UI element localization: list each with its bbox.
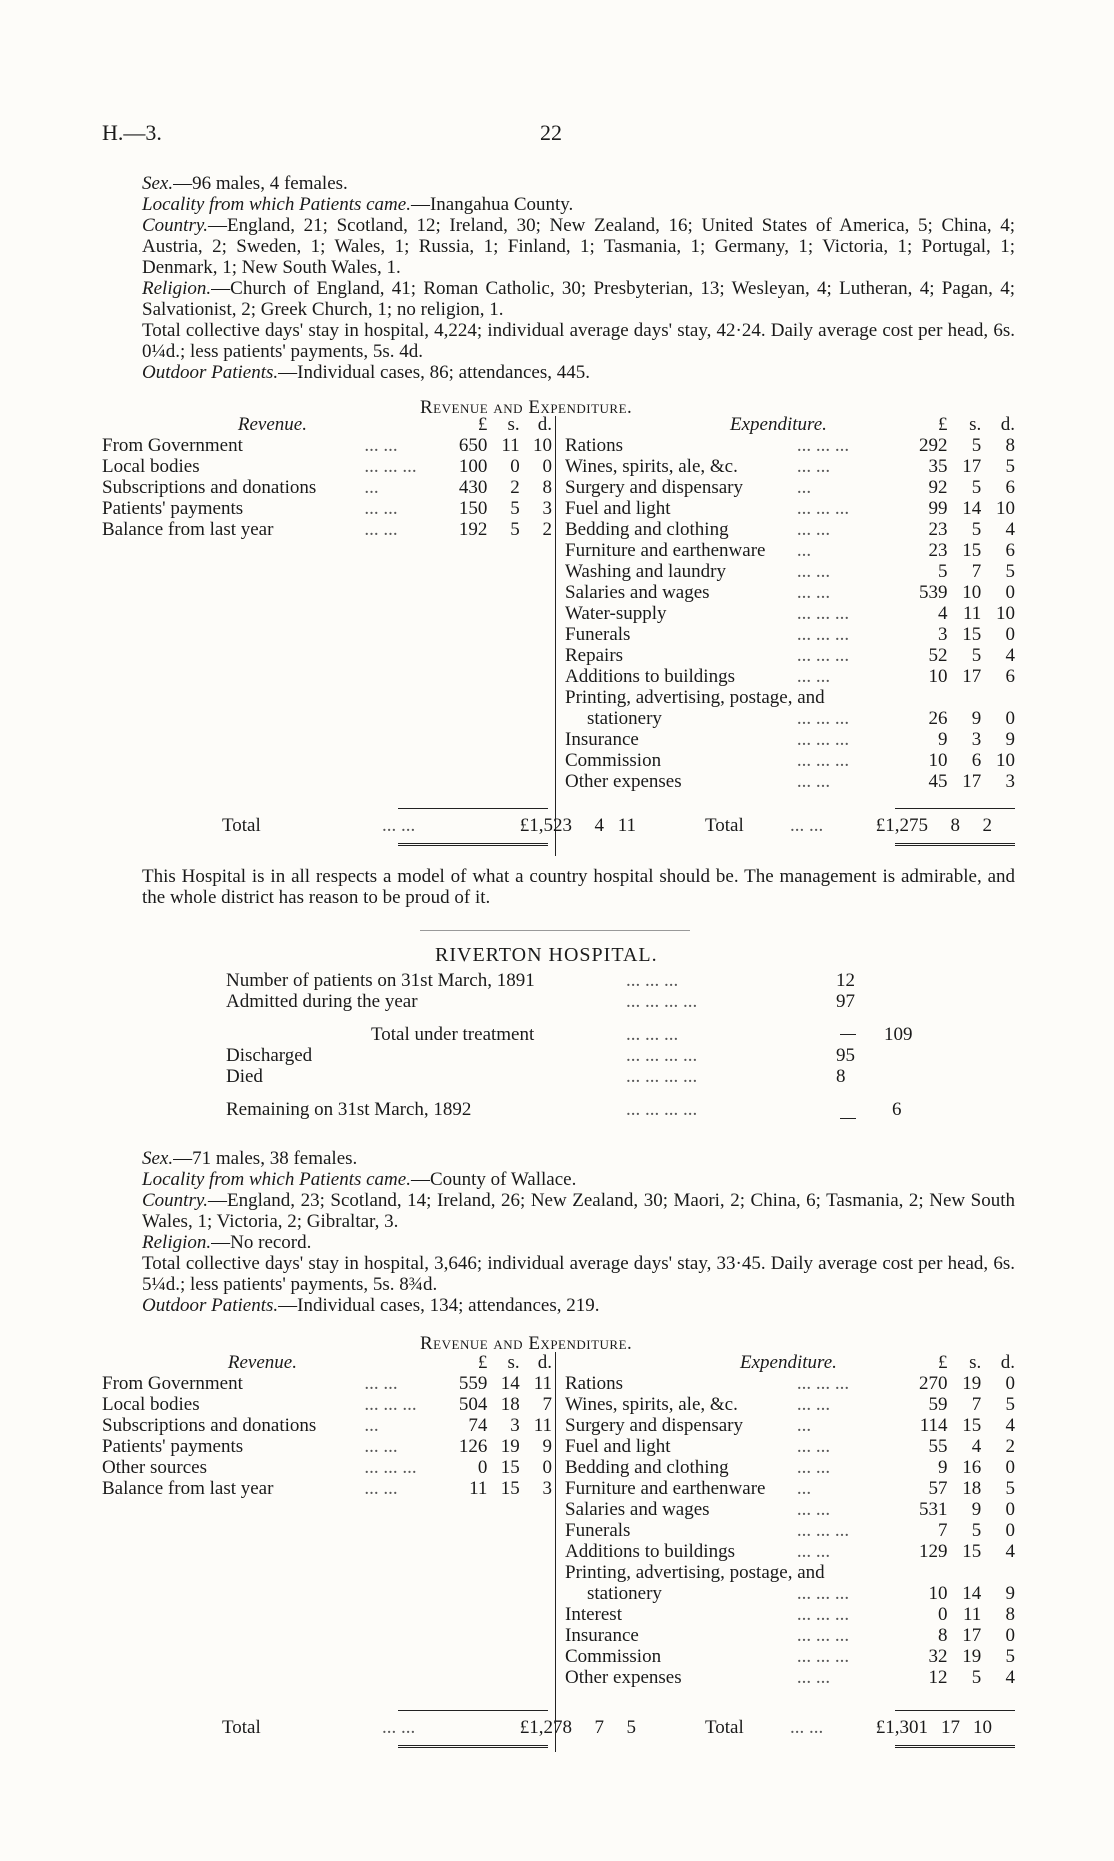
table-title: Revenue and Expenditure. — [420, 397, 633, 418]
table-row: Patients' payments ... ... 126 19 9 — [102, 1436, 552, 1457]
revenue-total-pounds: £1,523 — [519, 815, 572, 836]
table-row: Surgery and dispensary ... 114 15 4 — [565, 1415, 1015, 1436]
total-double-rule — [895, 843, 1015, 846]
revenue-table — [102, 1352, 552, 1499]
locality-text: —Inangahua County. — [410, 194, 574, 215]
page-ref: H.—3. — [102, 120, 162, 145]
expenditure-total-shillings: 17 — [941, 1717, 960, 1738]
expenditure-total-row — [565, 815, 992, 836]
revenue-total-row — [102, 1717, 636, 1738]
sex-text: —96 males, 4 females. — [173, 173, 348, 194]
table-row: Printing, advertising, postage, and — [565, 1562, 825, 1583]
revenue-total-label: Total — [222, 815, 261, 836]
outdoor-text: —Individual cases, 134; attendances, 219. — [278, 1295, 600, 1316]
total-dots: ... ... — [382, 1717, 416, 1738]
expenditure-total-pounds: £1,301 — [875, 1717, 928, 1738]
outdoor-text: —Individual cases, 86; attendances, 445. — [278, 362, 591, 383]
table-row: Additions to buildings ... ... 129 15 4 — [565, 1541, 1015, 1562]
country-text: —England, 21; Scotland, 12; Ireland, 30; New Zealand, 16; United States of America, 5; China, 4; Austria, 2; Sweden, 1; Wales, 1; Russia, 1; Finland, 1; Tasmania, 1; Germany, 1; Victoria, 1; Portugal, 1; Denmark, 1; New South Wales, 1. — [142, 215, 1015, 278]
col-pound: £ — [477, 1352, 488, 1373]
col-shilling: s. — [507, 1352, 520, 1373]
stat-row: Died ... ... ... ... 8 — [226, 1066, 846, 1087]
hospital-title: RIVERTON HOSPITAL. — [435, 944, 658, 966]
expenditure-total-pounds: £1,275 — [875, 815, 928, 836]
total-rule — [398, 808, 548, 809]
total-double-rule — [895, 1745, 1015, 1748]
revenue-total-row — [102, 815, 636, 836]
revenue-block — [102, 1352, 552, 1499]
total-rule — [398, 1710, 548, 1711]
expenditure-total-label: Total — [705, 815, 744, 836]
table-row: Washing and laundry ... ... 5 7 5 — [565, 561, 1015, 582]
country-label: Country. — [142, 215, 208, 236]
total-rule — [895, 1710, 1015, 1711]
table-row: Surgery and dispensary ... 92 5 6 — [565, 477, 1015, 498]
col-shilling: s. — [969, 414, 982, 435]
table-row: Subscriptions and donations ... 74 3 11 — [102, 1415, 552, 1436]
table-row: Furniture and earthenware ... 57 18 5 — [565, 1478, 1015, 1499]
religion-text: —No record. — [211, 1232, 312, 1253]
locality-text: —County of Wallace. — [410, 1169, 577, 1190]
col-pound: £ — [938, 1352, 948, 1373]
revenue-heading: Revenue. — [237, 414, 307, 435]
total-rule — [895, 808, 1015, 809]
table-row: Interest ... ... ... 0 11 8 — [565, 1604, 1015, 1625]
religion-label: Religion. — [142, 1232, 212, 1253]
table-row: Insurance ... ... ... 8 17 0 — [565, 1625, 1015, 1646]
stat-row: Admitted during the year ... ... ... ... 97 — [226, 991, 855, 1012]
table-row: Salaries and wages ... ... 531 9 0 — [565, 1499, 1015, 1520]
remark-text: This Hospital is in all respects a model of what a country hospital should be. The management is admirable, and the whole district has reason to be proud of it. — [142, 866, 1015, 908]
revenue-total-pounds: £1,278 — [519, 1717, 572, 1738]
table-row: Bedding and clothing ... ... 23 5 4 — [565, 519, 1015, 540]
total-dots: ... ... — [382, 815, 416, 836]
revenue-total-label: Total — [222, 1717, 261, 1738]
first-hospital-notes — [102, 173, 1015, 383]
page-number: 22 — [540, 120, 562, 145]
country-text: —England, 23; Scotland, 14; Ireland, 26; New Zealand, 30; Maori, 2; China, 6; Tasmania, 2; New South Wales, 1; Victoria, 2; Gibraltar, 3. — [142, 1190, 1015, 1232]
revenue-total-pence: 11 — [617, 815, 636, 836]
col-pence: d. — [1000, 1352, 1015, 1373]
table-row: Subscriptions and donations ... 430 2 8 — [102, 477, 552, 498]
remark — [102, 866, 1015, 908]
sex-label: Sex. — [142, 173, 174, 194]
table-row: Repairs ... ... ... 52 5 4 — [565, 645, 1015, 666]
col-pound: £ — [477, 414, 488, 435]
stay-text: Total collective days' stay in hospital, 4,224; individual average days' stay, 42·24. Daily average cost per head, 6s. 0¼d.; less patients' payments, 5s. 4d. — [142, 320, 1015, 362]
table-row: Wines, spirits, ale, &c. ... ... 59 7 5 — [565, 1394, 1015, 1415]
religion-text: —Church of England, 41; Roman Catholic, 30; Presbyterian, 13; Wesleyan, 4; Lutheran, 4; Pagan, 4; Salvationist, 2; Greek Church, 1; no religion, 1. — [142, 278, 1015, 320]
table-row: Other expenses ... ... 12 5 4 — [565, 1667, 1015, 1688]
religion-label: Religion. — [142, 278, 212, 299]
col-pence: d. — [537, 414, 552, 435]
table-row: Local bodies ... ... ... 100 0 0 — [102, 456, 552, 477]
table-row: Balance from last year ... ... 11 15 3 — [102, 1478, 552, 1499]
locality-label: Locality from which Patients came. — [142, 194, 411, 215]
table-row: Patients' payments ... ... 150 5 3 — [102, 498, 552, 519]
table-divider — [555, 1352, 556, 1752]
table-row: Commission ... ... ... 32 19 5 — [565, 1646, 1015, 1667]
stat-row: Discharged ... ... ... ... 95 — [226, 1045, 855, 1066]
expenditure-table — [565, 414, 1015, 792]
expenditure-heading: Expenditure. — [740, 1352, 837, 1373]
table-row: Furniture and earthenware ... 23 15 6 — [565, 540, 1015, 561]
table-row: Printing, advertising, postage, and — [565, 687, 825, 708]
riverton-notes — [102, 1148, 1015, 1316]
table-row: stationery ... ... ... 10 14 9 — [587, 1583, 1015, 1604]
table-row: Rations ... ... ... 270 19 0 — [565, 1373, 1015, 1394]
table-row: Other sources ... ... ... 0 15 0 — [102, 1457, 552, 1478]
expenditure-table — [565, 1352, 1015, 1688]
col-shilling: s. — [969, 1352, 982, 1373]
table-row: Water-supply ... ... ... 4 11 10 — [565, 603, 1015, 624]
expenditure-total-label: Total — [705, 1717, 744, 1738]
table-row: Fuel and light ... ... ... 99 14 10 — [565, 498, 1015, 519]
col-pound: £ — [938, 414, 948, 435]
outdoor-label: Outdoor Patients. — [142, 1295, 279, 1316]
total-double-rule — [398, 1745, 548, 1748]
col-pence: d. — [1000, 414, 1015, 435]
revenue-table — [102, 414, 552, 540]
section-separator — [420, 930, 690, 931]
table-divider — [555, 416, 556, 856]
col-pence: d. — [537, 1352, 552, 1373]
table-row: Additions to buildings ... ... 10 17 6 — [565, 666, 1015, 687]
table-row: Funerals ... ... ... 7 5 0 — [565, 1520, 1015, 1541]
table-row: Local bodies ... ... ... 504 18 7 — [102, 1394, 552, 1415]
expenditure-total-pence: 10 — [973, 1717, 992, 1738]
country-label: Country. — [142, 1190, 208, 1211]
total-double-rule — [398, 843, 548, 846]
expenditure-heading: Expenditure. — [730, 414, 827, 435]
revenue-total-pence: 5 — [626, 1717, 636, 1738]
expenditure-total-row — [565, 1717, 992, 1738]
expenditure-total-pence: 2 — [982, 815, 992, 836]
table-row: From Government ... ... 650 11 10 — [102, 435, 552, 456]
table-row: Insurance ... ... ... 9 3 9 — [565, 729, 1015, 750]
table-row: Fuel and light ... ... 55 4 2 — [565, 1436, 1015, 1457]
table-row: From Government ... ... 559 14 11 — [102, 1373, 552, 1394]
stat-rule — [840, 1034, 856, 1035]
table-row: Bedding and clothing ... ... 9 16 0 — [565, 1457, 1015, 1478]
table-row: Funerals ... ... ... 3 15 0 — [565, 624, 1015, 645]
revenue-heading: Revenue. — [227, 1352, 297, 1373]
stat-rule — [840, 1118, 856, 1119]
table-row: Salaries and wages ... ... 539 10 0 — [565, 582, 1015, 603]
stat-row: Remaining on 31st March, 1892 ... ... ... ... 6 — [226, 1099, 902, 1120]
table-row: stationery ... ... ... 26 9 0 — [587, 708, 1015, 729]
stat-row: Number of patients on 31st March, 1891 ... ... ... 12 — [226, 970, 855, 991]
stat-row: Total under treatment ... ... ... 109 — [371, 1024, 913, 1045]
table-row: Commission ... ... ... 10 6 10 — [565, 750, 1015, 771]
table-row: Other expenses ... ... 45 17 3 — [565, 771, 1015, 792]
stay-text: Total collective days' stay in hospital, 3,646; individual average days' stay, 33·45. Daily average cost per head, 6s. 5¼d.; less patients' payments, 5s. 8¾d. — [142, 1253, 1015, 1295]
table-row: Balance from last year ... ... 192 5 2 — [102, 519, 552, 540]
table-row: Rations ... ... ... 292 5 8 — [565, 435, 1015, 456]
table-row: Wines, spirits, ale, &c. ... ... 35 17 5 — [565, 456, 1015, 477]
table-title: Revenue and Expenditure. — [420, 1333, 633, 1354]
sex-label: Sex. — [142, 1148, 174, 1169]
sex-text: —71 males, 38 females. — [173, 1148, 358, 1169]
revenue-block — [102, 414, 552, 540]
outdoor-label: Outdoor Patients. — [142, 362, 279, 383]
revenue-total-shillings: 4 — [594, 815, 604, 836]
col-shilling: s. — [507, 414, 520, 435]
locality-label: Locality from which Patients came. — [142, 1169, 411, 1190]
expenditure-block — [565, 414, 1015, 792]
expenditure-total-shillings: 8 — [950, 815, 960, 836]
total-dots: ... ... — [790, 815, 824, 836]
total-dots: ... ... — [790, 1717, 824, 1738]
revenue-total-shillings: 7 — [594, 1717, 604, 1738]
expenditure-block — [565, 1352, 1015, 1688]
patients-stats — [226, 970, 926, 1120]
